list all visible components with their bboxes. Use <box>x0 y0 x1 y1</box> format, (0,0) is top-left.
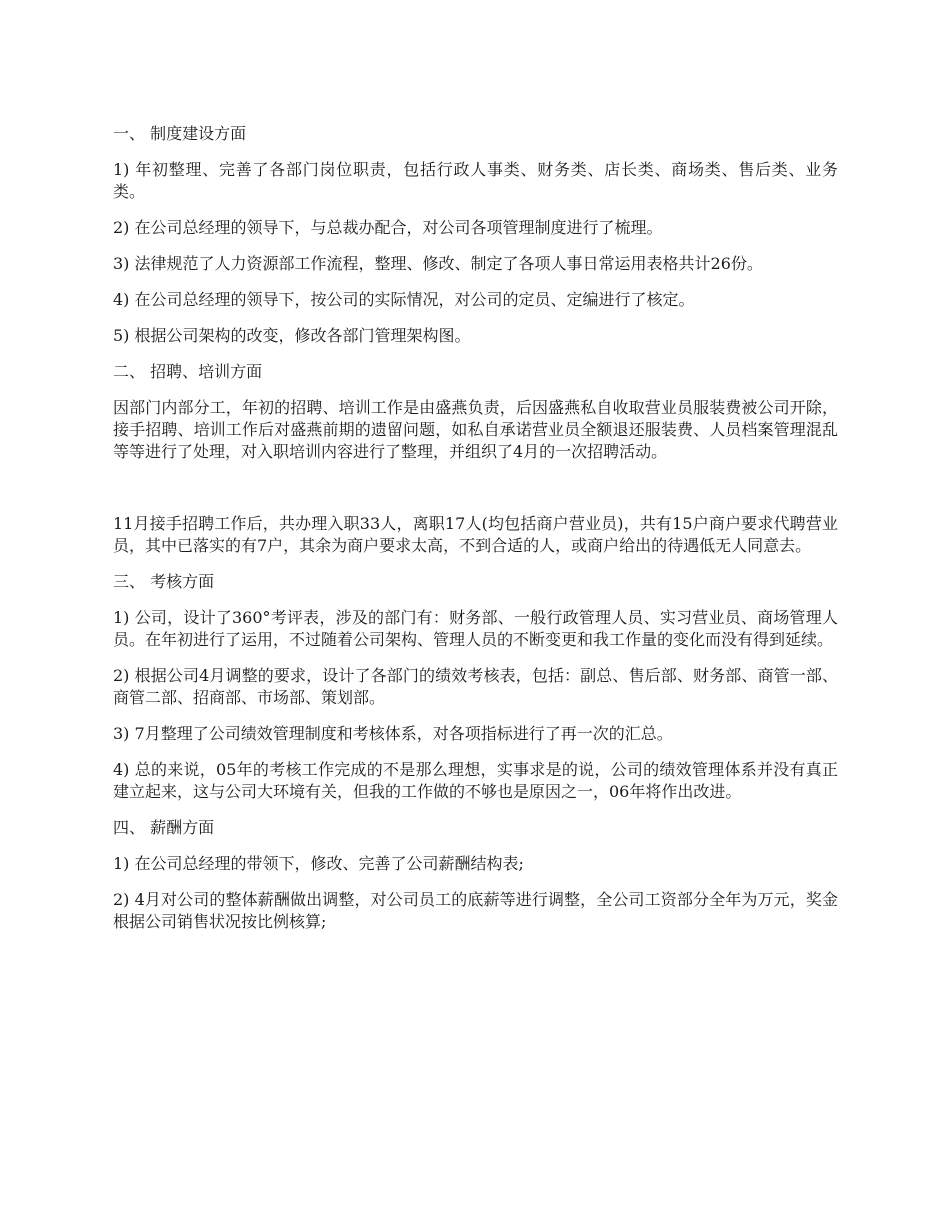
paragraph-item: 3) 7月整理了公司绩效管理制度和考核体系，对各项指标进行了再一次的汇总。 <box>113 724 673 743</box>
paragraph-item: 1) 公司，设计了360°考评表，涉及的部门有：财务部、一般行政管理人员、实习营业员、商场管理人员。在年初进行了运用，不过随着公司架构、管理人员的不断变更和我工作量的变化而没有得到延续。 <box>113 608 838 649</box>
section-heading-system: 一、 制度建设方面 <box>113 124 247 143</box>
paragraph-body: 因部门内部分工，年初的招聘、培训工作是由盛燕负责，后因盛燕私自收取营业员服装费被公司开除，接手招聘、培训工作后对盛燕前期的遗留问题，如私自承诺营业员全额退还服装费、人员档案管理混乱等等进行了处理，对入职培训内容进行了整理，并组织了4月的一次招聘活动。 <box>113 398 838 461</box>
paragraph-item: 4) 总的来说，05年的考核工作完成的不是那么理想，实事求是的说，公司的绩效管理体系并没有真正建立起来，这与公司大环境有关，但我的工作做的不够也是原因之一，06年将作出改进。 <box>113 760 838 801</box>
paragraph-item: 3) 法律规范了人力资源部工作流程，整理、修改、制定了各项人事日常运用表格共计26份。 <box>113 254 763 273</box>
paragraph-item: 1) 在公司总经理的带领下，修改、完善了公司薪酬结构表; <box>113 854 524 873</box>
section-heading-compensation: 四、 薪酬方面 <box>113 818 215 837</box>
paragraph-item: 4) 在公司总经理的领导下，按公司的实际情况，对公司的定员、定编进行了核定。 <box>113 290 695 309</box>
paragraph-item: 2) 根据公司4月调整的要求，设计了各部门的绩效考核表，包括：副总、售后部、财务部、商管一部、商管二部、招商部、市场部、策划部。 <box>113 666 838 707</box>
paragraph-body: 11月接手招聘工作后，共办理入职33人，离职17人(均包括商户营业员)，共有15户商户要求代聘营业员，其中已落实的有7户，其余为商户要求太高，不到合适的人，或商户给出的待遇低无人同意去。 <box>113 514 838 555</box>
document-page <box>113 123 838 947</box>
paragraph-item: 1) 年初整理、完善了各部门岗位职责，包括行政人事类、财务类、店长类、商场类、售后类、业务类。 <box>113 160 838 201</box>
section-heading-recruitment: 二、 招聘、培训方面 <box>113 362 263 381</box>
section-heading-assessment: 三、 考核方面 <box>113 572 215 591</box>
paragraph-item: 5) 根据公司架构的改变，修改各部门管理架构图。 <box>113 326 471 345</box>
blank-spacer <box>113 477 838 513</box>
paragraph-item: 2) 4月对公司的整体薪酬做出调整，对公司员工的底薪等进行调整，全公司工资部分全年为万元，奖金根据公司销售状况按比例核算; <box>113 890 838 931</box>
paragraph-item: 2) 在公司总经理的领导下，与总裁办配合，对公司各项管理制度进行了梳理。 <box>113 218 663 237</box>
